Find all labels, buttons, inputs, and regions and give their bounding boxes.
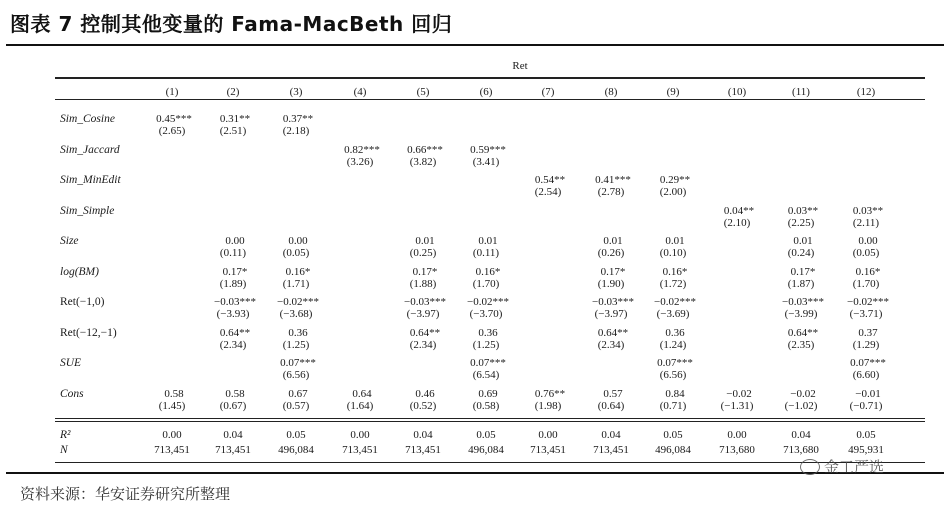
coef-cell: 0.01 xyxy=(603,235,623,247)
coef-cell: 0.66*** xyxy=(407,143,443,156)
group-rule xyxy=(55,78,925,79)
coef-cell: 0.54** xyxy=(534,174,566,186)
coef-cell: 0.76** xyxy=(534,387,566,400)
tstat-cell: (0.58) xyxy=(472,399,500,412)
coef-cell: 0.01 xyxy=(793,235,813,247)
stat-cell: 0.00 xyxy=(727,429,747,441)
tstat-cell: (1.87) xyxy=(787,277,815,290)
stat-cell: 713,451 xyxy=(530,444,566,456)
stat-label: N xyxy=(60,444,68,456)
stat-cell: 496,084 xyxy=(468,444,504,456)
tstat-cell: (2.78) xyxy=(597,186,625,198)
column-header: (7) xyxy=(541,86,555,98)
coef-cell: −0.02*** xyxy=(277,296,319,308)
tstat-cell: (0.26) xyxy=(597,247,625,259)
coef-cell: 0.64** xyxy=(219,326,251,339)
tstat-cell: (0.05) xyxy=(852,247,880,259)
tstat-cell: (0.11) xyxy=(472,247,500,259)
coef-cell: 0.07*** xyxy=(280,357,316,369)
coef-cell: 0.36 xyxy=(288,326,308,339)
stat-cell: 0.04 xyxy=(223,429,243,441)
coef-cell: 0.17* xyxy=(600,265,626,278)
coef-cell: 0.64** xyxy=(597,326,629,339)
row-label: log(BM) xyxy=(60,265,99,278)
coef-cell: 0.82*** xyxy=(344,143,380,156)
tstat-cell: (2.35) xyxy=(787,338,815,351)
coef-cell: 0.17* xyxy=(790,265,816,278)
tstat-cell: (−1.31) xyxy=(720,399,754,412)
tstat-cell: (2.11) xyxy=(852,216,880,229)
tstat-cell: (1.70) xyxy=(472,277,500,290)
tstat-cell: (−1.02) xyxy=(784,399,818,412)
tstat-cell: (1.25) xyxy=(472,338,500,351)
tstat-cell: (2.25) xyxy=(787,216,815,229)
row-label: Ret(−1,0) xyxy=(60,296,105,308)
coef-cell: 0.64** xyxy=(787,326,819,339)
coef-cell: 0.64 xyxy=(352,387,372,400)
stat-cell: 0.04 xyxy=(413,429,433,441)
row-label: Sim_MinEdit xyxy=(60,174,121,186)
stat-cell: 713,451 xyxy=(593,444,629,456)
coef-cell: 0.57 xyxy=(603,387,623,400)
coef-cell: −0.02*** xyxy=(847,296,889,308)
column-header: (5) xyxy=(416,86,430,98)
coef-cell: −0.02*** xyxy=(654,296,696,308)
coef-cell: 0.00 xyxy=(858,235,878,247)
tstat-cell: (−3.71) xyxy=(849,308,883,320)
tstat-cell: (0.25) xyxy=(409,247,437,259)
source-note: 资料来源：华安证券研究所整理 xyxy=(20,485,231,503)
tstat-cell: (−3.99) xyxy=(784,308,818,320)
coef-cell: 0.04** xyxy=(723,204,755,217)
stat-label: R² xyxy=(60,429,71,441)
stat-cell: 713,451 xyxy=(154,444,190,456)
stat-cell: 713,680 xyxy=(783,444,819,456)
coef-cell: −0.03*** xyxy=(782,296,824,308)
tstat-cell: (−3.70) xyxy=(469,308,503,320)
stat-cell: 713,451 xyxy=(215,444,251,456)
tstat-cell: (−3.97) xyxy=(594,308,628,320)
tstat-cell: (6.60) xyxy=(852,369,880,381)
regression-table xyxy=(0,46,950,466)
coef-cell: 0.00 xyxy=(225,235,245,247)
column-header: (8) xyxy=(604,86,618,98)
tstat-cell: (2.34) xyxy=(597,338,625,351)
column-header: (9) xyxy=(666,86,680,98)
coef-cell: 0.36 xyxy=(665,326,685,339)
column-header: (6) xyxy=(479,86,493,98)
tstat-cell: (1.89) xyxy=(219,277,247,290)
tstat-cell: (2.54) xyxy=(534,186,562,198)
tstat-cell: (1.88) xyxy=(409,277,437,290)
tstat-cell: (1.72) xyxy=(659,277,687,290)
coef-cell: 0.36 xyxy=(478,326,498,339)
tstat-cell: (6.56) xyxy=(282,369,310,381)
coef-cell: 0.01 xyxy=(478,235,498,247)
tstat-cell: (0.71) xyxy=(659,399,687,412)
coef-cell: −0.01 xyxy=(855,387,881,400)
coef-cell: 0.17* xyxy=(412,265,438,278)
header-rule xyxy=(55,99,925,100)
tstat-cell: (0.05) xyxy=(282,247,310,259)
coef-cell: 0.37** xyxy=(282,113,314,125)
coef-cell: −0.03*** xyxy=(214,296,256,308)
coef-cell: 0.01 xyxy=(665,235,685,247)
bottom-table-rule xyxy=(55,462,925,463)
tstat-cell: (1.64) xyxy=(346,399,374,412)
tstat-cell: (3.41) xyxy=(472,155,500,168)
column-header: (12) xyxy=(856,86,876,98)
stat-cell: 0.00 xyxy=(162,429,182,441)
coef-cell: 0.64** xyxy=(409,326,441,339)
coef-cell: 0.03** xyxy=(787,204,819,217)
tstat-cell: (2.34) xyxy=(409,338,437,351)
column-header: (2) xyxy=(226,86,240,98)
tstat-cell: (3.26) xyxy=(346,155,374,168)
tstat-cell: (−3.97) xyxy=(406,308,440,320)
coef-cell: −0.03*** xyxy=(592,296,634,308)
page-title: 图表 7 控制其他变量的 Fama-MacBeth 回归 xyxy=(10,12,453,36)
coef-cell: 0.16* xyxy=(662,265,688,278)
coef-cell: 0.07*** xyxy=(850,357,886,369)
stat-cell: 496,084 xyxy=(278,444,314,456)
row-label: SUE xyxy=(60,357,82,369)
coef-cell: 0.00 xyxy=(288,235,308,247)
column-header: (3) xyxy=(289,86,303,98)
tstat-cell: (−3.93) xyxy=(216,308,250,320)
coef-cell: 0.17* xyxy=(222,265,248,278)
wechat-icon xyxy=(800,459,820,475)
stats-rule-2 xyxy=(55,421,925,422)
tstat-cell: (1.45) xyxy=(158,399,186,412)
coef-cell: 0.59*** xyxy=(470,143,506,156)
coef-cell: 0.84 xyxy=(665,387,685,400)
coef-cell: 0.58 xyxy=(225,387,245,400)
tstat-cell: (0.10) xyxy=(659,247,687,259)
tstat-cell: (2.34) xyxy=(219,338,247,351)
tstat-cell: (−0.71) xyxy=(849,399,883,412)
coef-cell: 0.58 xyxy=(164,387,184,400)
stat-cell: 0.05 xyxy=(286,429,306,441)
coef-cell: 0.37 xyxy=(858,326,878,339)
coef-cell: 0.69 xyxy=(478,387,498,400)
tstat-cell: (0.11) xyxy=(219,247,247,259)
stat-cell: 496,084 xyxy=(655,444,691,456)
tstat-cell: (1.90) xyxy=(597,277,625,290)
coef-cell: 0.45*** xyxy=(156,113,192,125)
tstat-cell: (2.51) xyxy=(219,125,247,137)
column-header: (10) xyxy=(727,86,747,98)
row-label: Sim_Cosine xyxy=(60,113,115,125)
coef-cell: 0.29** xyxy=(659,174,691,186)
watermark xyxy=(800,456,884,477)
tstat-cell: (6.56) xyxy=(659,369,687,381)
coef-cell: 0.16* xyxy=(475,265,501,278)
row-label: Size xyxy=(60,235,79,247)
coef-cell: 0.46 xyxy=(415,387,435,400)
coef-cell: 0.07*** xyxy=(470,357,506,369)
coef-cell: 0.16* xyxy=(855,265,881,278)
tstat-cell: (3.82) xyxy=(409,155,437,168)
stat-cell: 713,680 xyxy=(719,444,755,456)
column-header: (11) xyxy=(792,86,810,98)
stats-rule-1 xyxy=(55,418,925,419)
tstat-cell: (0.52) xyxy=(409,399,437,412)
coef-cell: −0.03*** xyxy=(404,296,446,308)
tstat-cell: (1.24) xyxy=(659,338,687,351)
tstat-cell: (0.57) xyxy=(282,399,310,412)
coef-cell: 0.41*** xyxy=(595,174,631,186)
tstat-cell: (1.98) xyxy=(534,399,562,412)
coef-cell: 0.07*** xyxy=(657,357,693,369)
tstat-cell: (6.54) xyxy=(472,369,500,381)
tstat-cell: (2.00) xyxy=(659,186,687,198)
tstat-cell: (0.24) xyxy=(787,247,815,259)
tstat-cell: (1.25) xyxy=(282,338,310,351)
tstat-cell: (1.29) xyxy=(852,338,880,351)
stat-cell: 0.05 xyxy=(856,429,876,441)
tstat-cell: (−3.68) xyxy=(279,308,313,320)
tstat-cell: (0.64) xyxy=(597,399,625,412)
stat-cell: 713,451 xyxy=(342,444,378,456)
stat-cell: 495,931 xyxy=(848,444,884,456)
tstat-cell: (1.70) xyxy=(852,277,880,290)
coef-cell: −0.02*** xyxy=(467,296,509,308)
tstat-cell: (1.71) xyxy=(282,277,310,290)
stat-cell: 0.05 xyxy=(476,429,496,441)
row-label: Sim_Simple xyxy=(60,204,115,217)
coef-cell: −0.02 xyxy=(726,387,752,400)
watermark-text: 金工严选 xyxy=(824,458,885,476)
row-label: Cons xyxy=(60,387,84,400)
stat-cell: 713,451 xyxy=(405,444,441,456)
tstat-cell: (2.10) xyxy=(723,216,751,229)
tstat-cell: (2.18) xyxy=(282,125,310,137)
stat-cell: 0.04 xyxy=(601,429,621,441)
stat-cell: 0.00 xyxy=(538,429,558,441)
stat-cell: 0.04 xyxy=(791,429,811,441)
coef-cell: 0.67 xyxy=(288,387,308,400)
coef-cell: −0.02 xyxy=(790,387,816,400)
row-label: Sim_Jaccard xyxy=(60,143,120,156)
tstat-cell: (2.65) xyxy=(158,125,186,137)
column-header: (1) xyxy=(165,86,179,98)
group-header-ret: Ret xyxy=(512,60,528,72)
column-header: (4) xyxy=(353,86,367,98)
coef-cell: 0.01 xyxy=(415,235,435,247)
coef-cell: 0.03** xyxy=(852,204,884,217)
coef-cell: 0.31** xyxy=(219,113,251,125)
row-label: Ret(−12,−1) xyxy=(60,326,117,339)
coef-cell: 0.16* xyxy=(285,265,311,278)
tstat-cell: (0.67) xyxy=(219,399,247,412)
tstat-cell: (−3.69) xyxy=(656,308,690,320)
stat-cell: 0.05 xyxy=(663,429,683,441)
stat-cell: 0.00 xyxy=(350,429,370,441)
